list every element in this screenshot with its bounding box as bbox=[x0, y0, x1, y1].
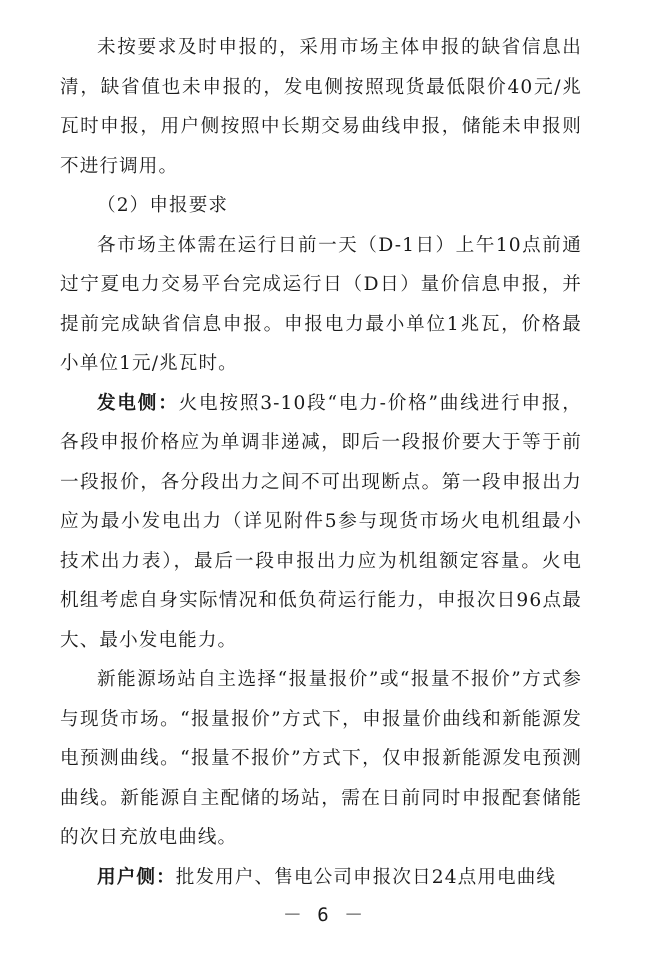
document-body bbox=[60, 28, 582, 897]
paragraph-submission-deadline: 各市场主体需在运行日前一天（D-1日）上午10点前通过宁夏电力交易平台完成运行日（D日）量价信息申报，并提前完成缺省信息申报。申报电力最小单位1兆瓦，价格最小单位1元/兆瓦时。 bbox=[60, 234, 582, 374]
user-side-text: 批发用户、售电公司申报次日24点用电曲线 bbox=[175, 866, 557, 888]
generation-side-text: 火电按照3-10段“电力-价格”曲线进行申报，各段申报价格应为单调非递减，即后一段报价要大于等于前一段报价，各分段出力之间不可出现断点。第一段申报出力应为最小发电出力（详见附件5参与现货市场火电机组最小技术出力表），最后一段申报出力应为机组额定容量。火电机组考虑自身实际情况和低负荷运行能力，申报次日96点最大、最小发电能力。 bbox=[60, 392, 582, 651]
paragraph-user-side bbox=[60, 858, 582, 898]
paragraph-default-info: 未按要求及时申报的，采用市场主体申报的缺省信息出清，缺省值也未申报的，发电侧按照现货最低限价40元/兆瓦时申报，用户侧按照中长期交易曲线申报，储能未申报则不进行调用。 bbox=[60, 37, 582, 177]
page-number: － 6 － bbox=[282, 904, 366, 926]
paragraph-generation-side bbox=[60, 384, 582, 661]
paragraph-new-energy: 新能源场站自主选择“报量报价”或“报量不报价”方式参与现货市场。“报量报价”方式下，申报量价曲线和新能源发电预测曲线。“报量不报价”方式下，仅申报新能源发电预测曲线。新能源自主配储的场站，需在日前同时申报配套储能的次日充放电曲线。 bbox=[60, 669, 582, 848]
generation-side-label: 发电侧： bbox=[97, 392, 179, 414]
user-side-label: 用户侧： bbox=[97, 866, 176, 888]
section-heading-requirements: （2）申报要求 bbox=[97, 195, 229, 216]
